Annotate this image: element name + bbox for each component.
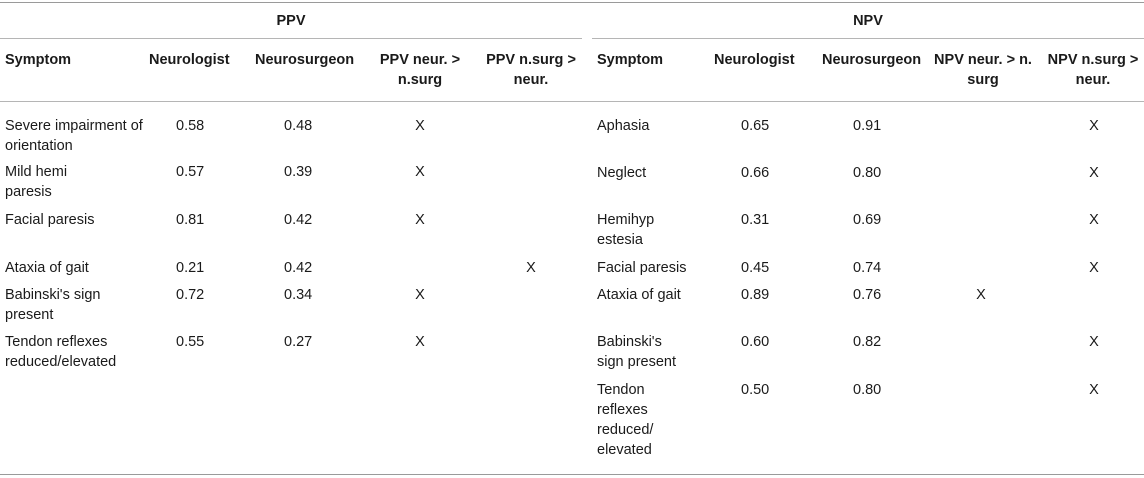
npv-col-neur-gt: NPV neur. > n. surg xyxy=(934,52,1032,88)
ppv-symptom: Severe impairment of orientation xyxy=(5,118,143,154)
ppv-neurologist-value: 0.21 xyxy=(176,260,205,276)
ppv-neurologist-value: 0.72 xyxy=(176,287,205,303)
npv-neurologist-value: 0.89 xyxy=(741,287,770,303)
ppv-neurosurgeon-value: 0.34 xyxy=(284,287,313,303)
ppv-symptom: Babinski's sign present xyxy=(5,287,101,323)
ppv-symptom: Facial paresis xyxy=(5,212,95,228)
npv-neurosurgeon-value: 0.76 xyxy=(853,287,882,303)
ppv-neurosurgeon-value: 0.39 xyxy=(284,164,313,180)
table-top-rule xyxy=(0,2,1144,3)
ppv-group-underline xyxy=(0,38,582,39)
ppv-neurosurgeon-value: 0.42 xyxy=(284,212,313,228)
ppv-neurologist-value: 0.57 xyxy=(176,164,205,180)
npv-col-neurosurgeon: Neurosurgeon xyxy=(822,52,922,68)
ppv-neurologist-value: 0.81 xyxy=(176,212,205,228)
header-bottom-rule xyxy=(0,101,1144,102)
ppv-col-neurosurgeon: Neurosurgeon xyxy=(255,52,355,68)
npv-neurologist-value: 0.60 xyxy=(741,334,770,350)
ppv-neur-gt-mark: X xyxy=(415,164,425,180)
ppv-col-neurologist: Neurologist xyxy=(149,52,230,68)
npv-nsurg-gt-mark: X xyxy=(1089,118,1099,134)
ppv-symptom: Ataxia of gait xyxy=(5,260,89,276)
npv-col-symptom: Symptom xyxy=(597,52,664,68)
npv-group-header: NPV xyxy=(853,13,883,29)
npv-nsurg-gt-mark: X xyxy=(1089,334,1099,350)
npv-group-underline xyxy=(592,38,1144,39)
ppv-neur-gt-mark: X xyxy=(415,212,425,228)
ppv-neurosurgeon-value: 0.42 xyxy=(284,260,313,276)
ppv-group-header: PPV xyxy=(276,13,306,29)
npv-symptom: Babinski's sign present xyxy=(597,334,676,370)
npv-neurosurgeon-value: 0.80 xyxy=(853,382,882,398)
npv-neurologist-value: 0.31 xyxy=(741,212,770,228)
table-bottom-rule xyxy=(0,474,1144,475)
npv-symptom: Ataxia of gait xyxy=(597,287,681,303)
npv-symptom: Facial paresis xyxy=(597,260,687,276)
ppv-symptom: Mild hemi paresis xyxy=(5,164,68,200)
npv-neurologist-value: 0.66 xyxy=(741,165,770,181)
ppv-neur-gt-mark: X xyxy=(415,287,425,303)
ppv-col-symptom: Symptom xyxy=(5,52,72,68)
ppv-neur-gt-mark: X xyxy=(415,334,425,350)
npv-nsurg-gt-mark: X xyxy=(1089,382,1099,398)
npv-neurosurgeon-value: 0.80 xyxy=(853,165,882,181)
npv-symptom: Neglect xyxy=(597,165,647,181)
npv-symptom: Aphasia xyxy=(597,118,650,134)
ppv-nsurg-gt-mark: X xyxy=(526,260,536,276)
npv-neurosurgeon-value: 0.82 xyxy=(853,334,882,350)
ppv-neurosurgeon-value: 0.48 xyxy=(284,118,313,134)
npv-col-nsurg-gt: NPV n.surg > neur. xyxy=(1047,52,1139,88)
npv-neurosurgeon-value: 0.91 xyxy=(853,118,882,134)
ppv-neur-gt-mark: X xyxy=(415,118,425,134)
npv-nsurg-gt-mark: X xyxy=(1089,260,1099,276)
ppv-neurosurgeon-value: 0.27 xyxy=(284,334,313,350)
npv-nsurg-gt-mark: X xyxy=(1089,212,1099,228)
ppv-col-nsurg-gt: PPV n.surg > neur. xyxy=(486,52,576,88)
npv-col-neurologist: Neurologist xyxy=(714,52,795,68)
npv-neurosurgeon-value: 0.74 xyxy=(853,260,882,276)
ppv-symptom: Tendon reflexes reduced/elevated xyxy=(5,334,117,370)
npv-nsurg-gt-mark: X xyxy=(1089,165,1099,181)
npv-neurosurgeon-value: 0.69 xyxy=(853,212,882,228)
npv-symptom: Tendon reflexes reduced/ elevated xyxy=(597,382,654,458)
npv-neurologist-value: 0.45 xyxy=(741,260,770,276)
npv-neurologist-value: 0.65 xyxy=(741,118,770,134)
npv-neur-gt-mark: X xyxy=(976,287,986,303)
npv-symptom: Hemihyp estesia xyxy=(597,212,655,248)
npv-neurologist-value: 0.50 xyxy=(741,382,770,398)
ppv-col-neur-gt: PPV neur. > n.surg xyxy=(379,52,461,88)
ppv-neurologist-value: 0.58 xyxy=(176,118,205,134)
ppv-neurologist-value: 0.55 xyxy=(176,334,205,350)
